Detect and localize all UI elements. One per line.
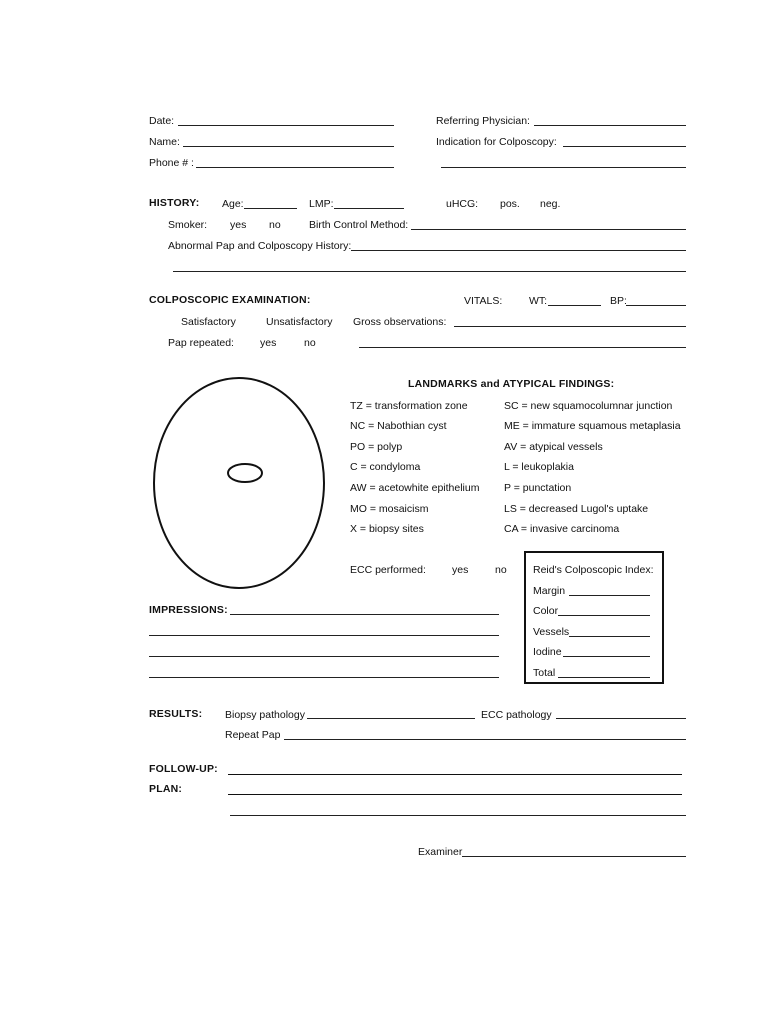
impressions-field-line-2[interactable] (149, 635, 499, 636)
history-heading: HISTORY: (149, 197, 200, 209)
date-field[interactable] (178, 125, 394, 126)
examiner-signature-field[interactable] (462, 856, 686, 857)
ecc-pathology-label: ECC pathology (481, 709, 552, 721)
name-label: Name: (149, 136, 180, 148)
abnormal-pap-label: Abnormal Pap and Colposcopy History: (168, 240, 352, 252)
smoker-no-option[interactable]: no (269, 219, 281, 231)
repeat-pap-field[interactable] (284, 739, 686, 740)
exam-heading: COLPOSCOPIC EXAMINATION: (149, 294, 311, 306)
impressions-field[interactable] (230, 614, 499, 615)
age-field[interactable] (244, 208, 297, 209)
cervix-diagram[interactable] (150, 375, 330, 590)
plan-field[interactable] (228, 794, 682, 795)
gross-observations-label: Gross observations: (353, 316, 447, 328)
indication-label: Indication for Colposcopy: (436, 136, 557, 148)
abnormal-pap-field-line-2[interactable] (173, 271, 686, 272)
uhcg-label: uHCG: (446, 198, 479, 210)
ecc-pathology-field[interactable] (556, 718, 686, 719)
phone-label: Phone # : (149, 157, 194, 169)
landmark-item: AV = atypical vessels (504, 441, 603, 453)
ecc-no-option[interactable]: no (495, 564, 507, 576)
landmark-item: CA = invasive carcinoma (504, 523, 620, 535)
landmark-item: ME = immature squamous metaplasia (504, 420, 681, 432)
ecc-yes-option[interactable]: yes (452, 564, 469, 576)
indication-field-line-2[interactable] (441, 167, 686, 168)
reid-iodine-field[interactable] (563, 656, 650, 657)
name-field[interactable] (183, 146, 394, 147)
pap-yes-option[interactable]: yes (260, 337, 277, 349)
birth-control-field[interactable] (411, 229, 686, 230)
gross-observations-field[interactable] (454, 326, 686, 327)
reid-margin-label: Margin (533, 585, 566, 597)
smoker-yes-option[interactable]: yes (230, 219, 247, 231)
reid-vessels-label: Vessels (533, 626, 570, 638)
reid-color-label: Color (533, 605, 559, 617)
bp-field[interactable] (626, 305, 686, 306)
impressions-field-line-4[interactable] (149, 677, 499, 678)
plan-heading: PLAN: (149, 783, 183, 795)
ecc-performed-label: ECC performed: (350, 564, 426, 576)
uhcg-neg-option[interactable]: neg. (540, 198, 561, 210)
gross-observations-field-line-2[interactable] (359, 347, 686, 348)
landmark-item: AW = acetowhite epithelium (350, 482, 480, 494)
referring-physician-field[interactable] (534, 125, 686, 126)
age-label: Age: (222, 198, 244, 210)
landmark-item: TZ = transformation zone (350, 400, 468, 412)
landmark-item: PO = polyp (350, 441, 403, 453)
landmark-item: MO = mosaicism (350, 503, 429, 515)
reid-index-title: Reid's Colposcopic Index: (533, 564, 654, 576)
landmark-item: NC = Nabothian cyst (350, 420, 447, 432)
landmarks-heading: LANDMARKS and ATYPICAL FINDINGS: (408, 378, 615, 390)
lmp-label: LMP: (309, 198, 334, 210)
smoker-label: Smoker: (168, 219, 208, 231)
biopsy-pathology-label: Biopsy pathology (225, 709, 305, 721)
reid-vessels-field[interactable] (569, 636, 650, 637)
pap-repeated-label: Pap repeated: (168, 337, 234, 349)
landmark-item: L = leukoplakia (504, 461, 574, 473)
reid-total-field[interactable] (558, 677, 650, 678)
cervix-outline (154, 378, 324, 588)
landmark-item: LS = decreased Lugol's uptake (504, 503, 649, 515)
follow-up-heading: FOLLOW-UP: (149, 763, 218, 775)
reid-total-label: Total (533, 667, 556, 679)
examiner-label: Examiner (418, 846, 463, 858)
vitals-label: VITALS: (464, 295, 503, 307)
pap-no-option[interactable]: no (304, 337, 316, 349)
referring-physician-label: Referring Physician: (436, 115, 530, 127)
repeat-pap-label: Repeat Pap (225, 729, 281, 741)
lmp-field[interactable] (334, 208, 404, 209)
results-heading: RESULTS: (149, 708, 203, 720)
landmark-item: P = punctation (504, 482, 572, 494)
phone-field[interactable] (196, 167, 394, 168)
uhcg-pos-option[interactable]: pos. (500, 198, 520, 210)
impressions-heading: IMPRESSIONS: (149, 604, 228, 616)
date-label: Date: (149, 115, 175, 127)
satisfactory-option[interactable]: Satisfactory (181, 316, 236, 328)
birth-control-label: Birth Control Method: (309, 219, 409, 231)
indication-field[interactable] (563, 146, 686, 147)
reid-color-field[interactable] (558, 615, 650, 616)
wt-label: WT: (529, 295, 548, 307)
follow-up-field[interactable] (228, 774, 682, 775)
biopsy-pathology-field[interactable] (307, 718, 475, 719)
impressions-field-line-3[interactable] (149, 656, 499, 657)
reid-margin-field[interactable] (569, 595, 650, 596)
unsatisfactory-option[interactable]: Unsatisfactory (266, 316, 333, 328)
landmark-item: C = condyloma (350, 461, 421, 473)
landmark-item: SC = new squamocolumnar junction (504, 400, 673, 412)
cervical-os (228, 464, 262, 482)
plan-field-line-2[interactable] (230, 815, 686, 816)
landmark-item: X = biopsy sites (350, 523, 424, 535)
reid-iodine-label: Iodine (533, 646, 562, 658)
bp-label: BP: (610, 295, 627, 307)
abnormal-pap-field[interactable] (351, 250, 686, 251)
wt-field[interactable] (548, 305, 601, 306)
